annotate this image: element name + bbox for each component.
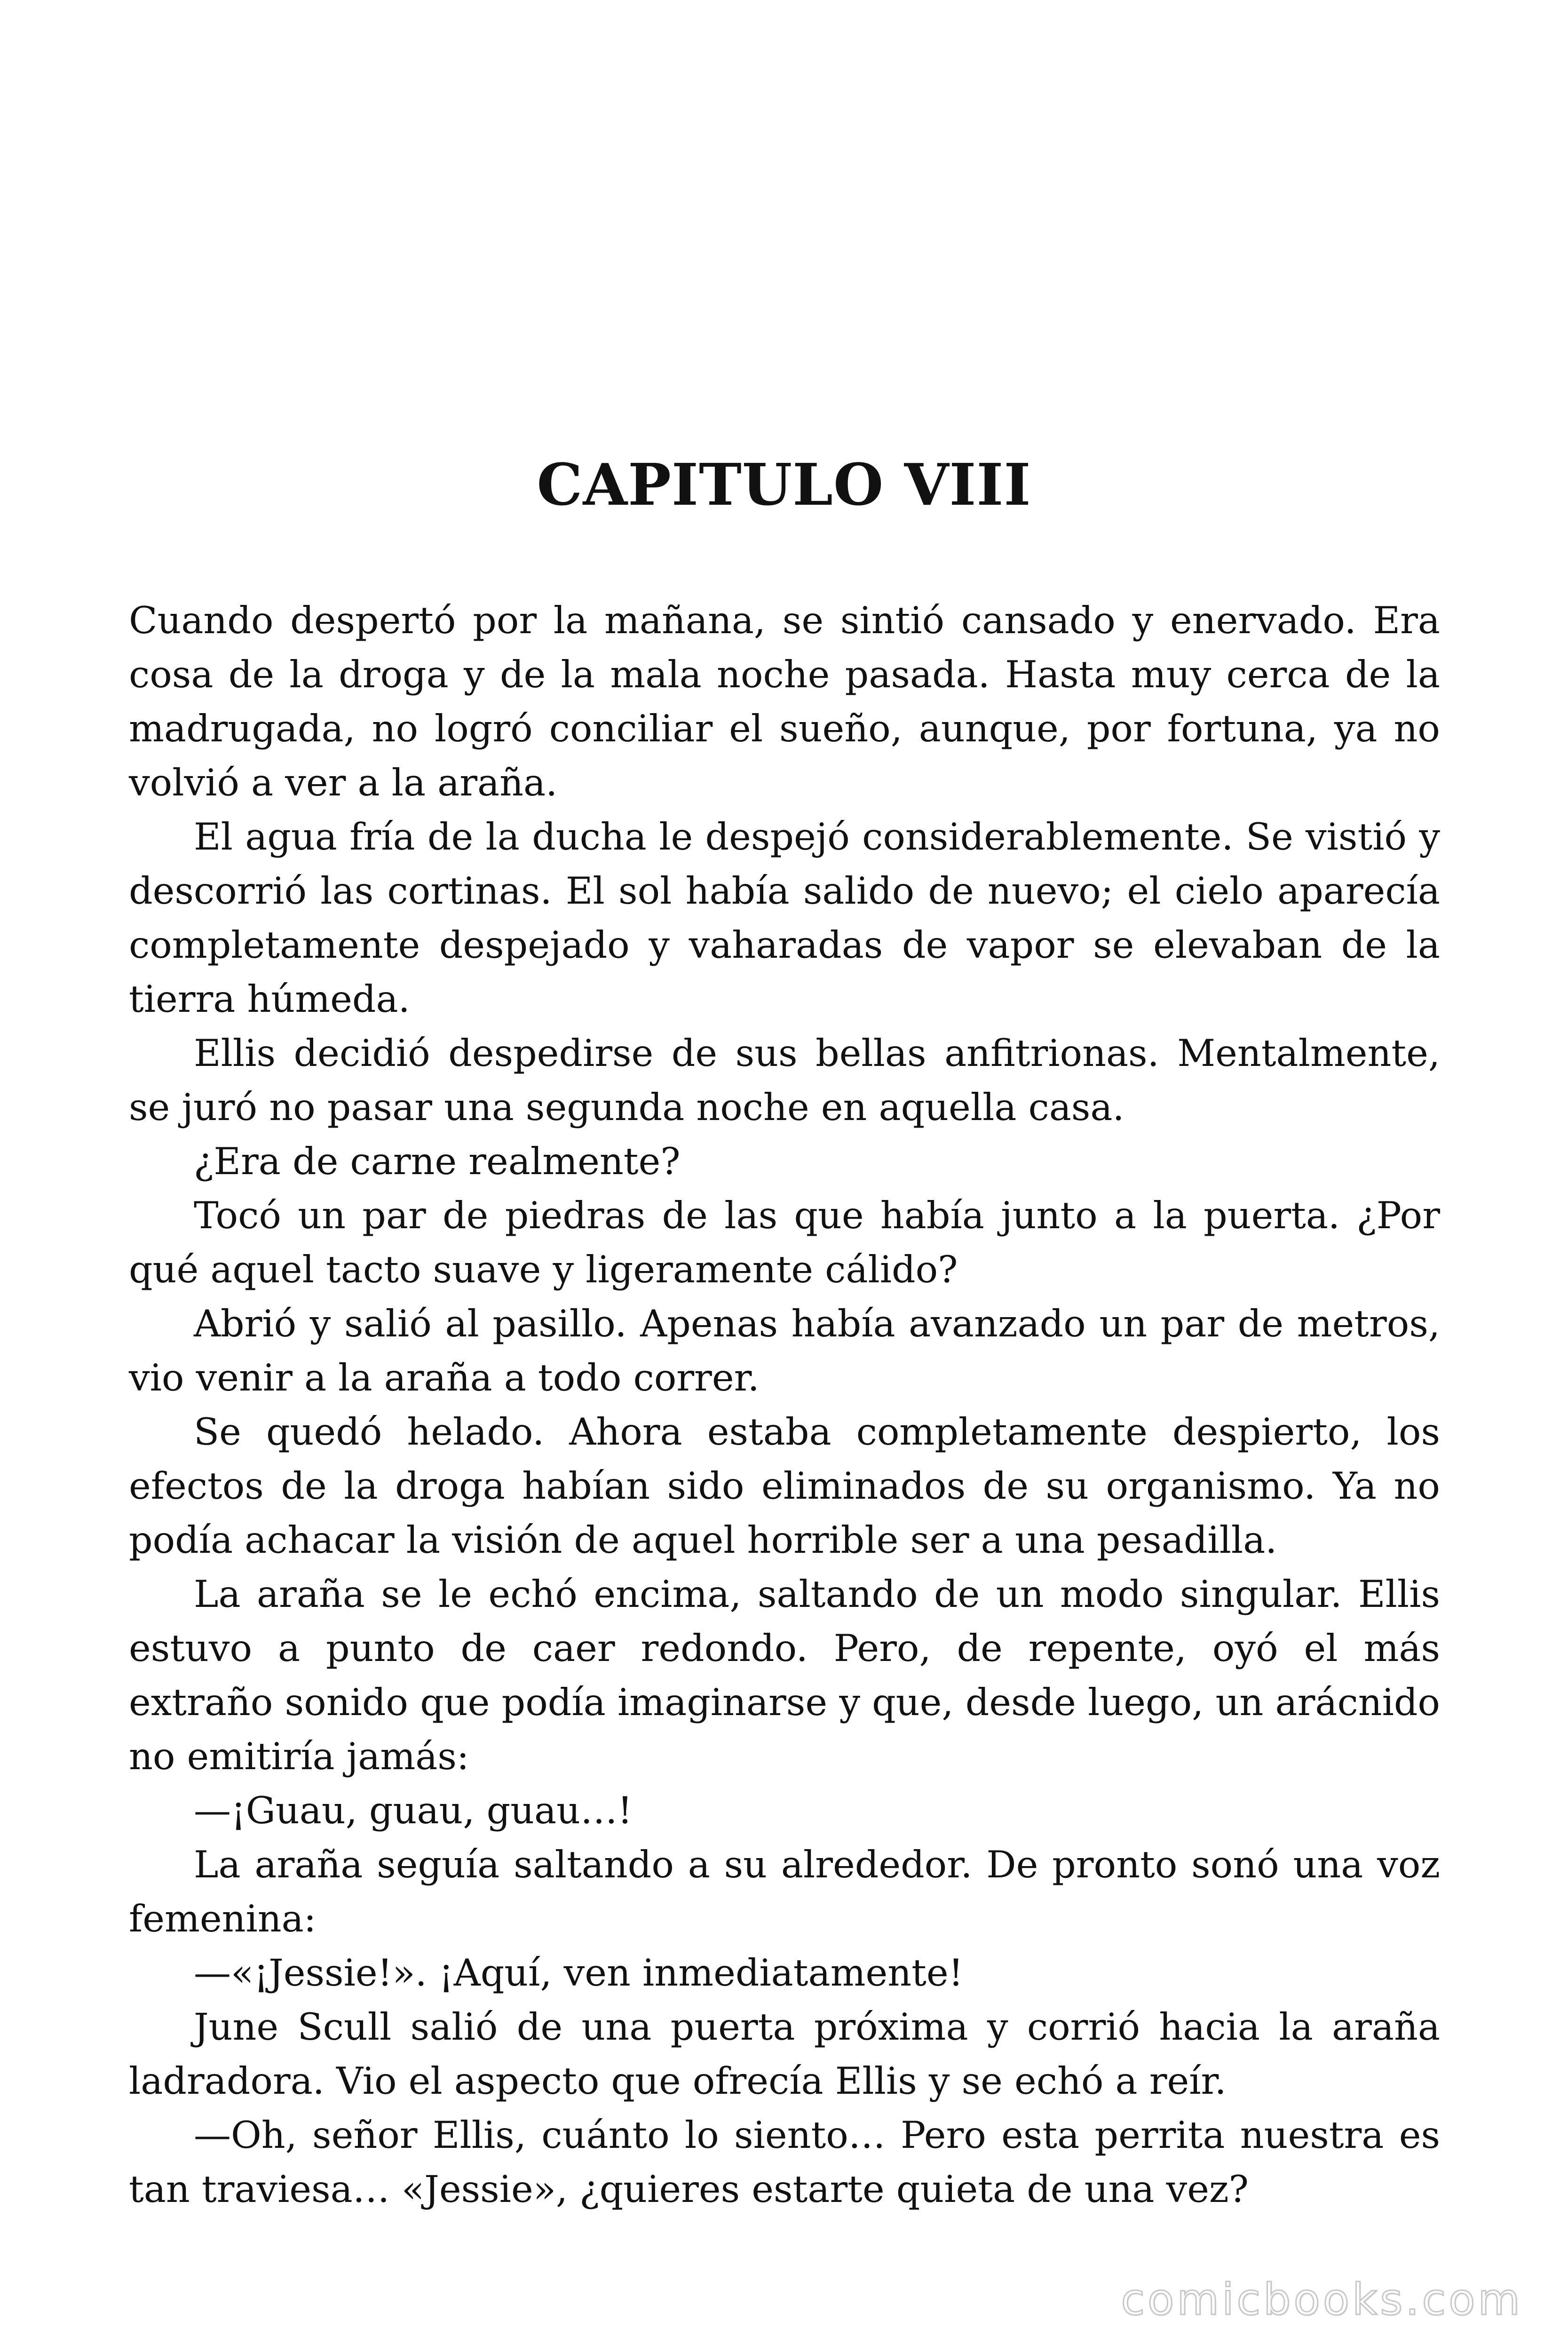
paragraph-9: —¡Guau, guau, guau…! [194,1789,633,1832]
paragraph-12: June Scull salió de una puerta próxima y corrió hacia la araña ladradora. Vio el aspecto que ofrecía Ellis y se echó a reír. [129,2005,1440,2103]
paragraph-2: El agua fría de la ducha le despejó considerablemente. Se vistió y descorrió las cortinas. El sol había salido de nuevo; el cielo aparecía completamente despejado y vaharadas de vapor se elevaban de la tierra húmeda. [129,815,1440,1021]
paragraph-7: Se quedó helado. Ahora estaba completamente despierto, los efectos de la droga habían sido eliminados de su organismo. Ya no podía achacar la visión de aquel horrible ser a una pesadilla. [129,1410,1440,1562]
site-watermark: comicbooks.com [1121,2274,1523,2325]
chapter-body [129,594,1440,2217]
paragraph-1: Cuando despertó por la mañana, se sintió cansado y enervado. Era cosa de la droga y de la mala noche pasada. Hasta muy cerca de la madrugada, no logró conciliar el sueño, aunque, por fortuna, ya no volvió a ver a la araña. [129,599,1440,804]
paragraph-10: La araña seguía saltando a su alrededor. De pronto sonó una voz femenina: [129,1843,1440,1940]
paragraph-6: Abrió y salió al pasillo. Apenas había avanzado un par de metros, vio venir a la araña a todo correr. [129,1302,1440,1399]
paragraph-13: —Oh, señor Ellis, cuánto lo siento… Pero esta perrita nuestra es tan traviesa… «Jessie», ¿quieres estarte quieta de una vez? [129,2114,1440,2211]
paragraph-4: ¿Era de carne realmente? [194,1140,681,1183]
paragraph-8: La araña se le echó encima, saltando de un modo singular. Ellis estuvo a punto de caer redondo. Pero, de repente, oyó el más extraño sonido que podía imaginarse y que, desde luego, un arácnido no emitiría jamás: [129,1573,1440,1778]
chapter-title: CAPITULO VIII [537,451,1031,518]
paragraph-5: Tocó un par de piedras de las que había junto a la puerta. ¿Por qué aquel tacto suave y ligeramente cálido? [129,1194,1440,1291]
paragraph-11: —«¡Jessie!». ¡Aquí, ven inmediatamente! [194,1951,964,1994]
paragraph-3: Ellis decidió despedirse de sus bellas anfitrionas. Mentalmente, se juró no pasar una segunda noche en aquella casa. [129,1032,1440,1129]
